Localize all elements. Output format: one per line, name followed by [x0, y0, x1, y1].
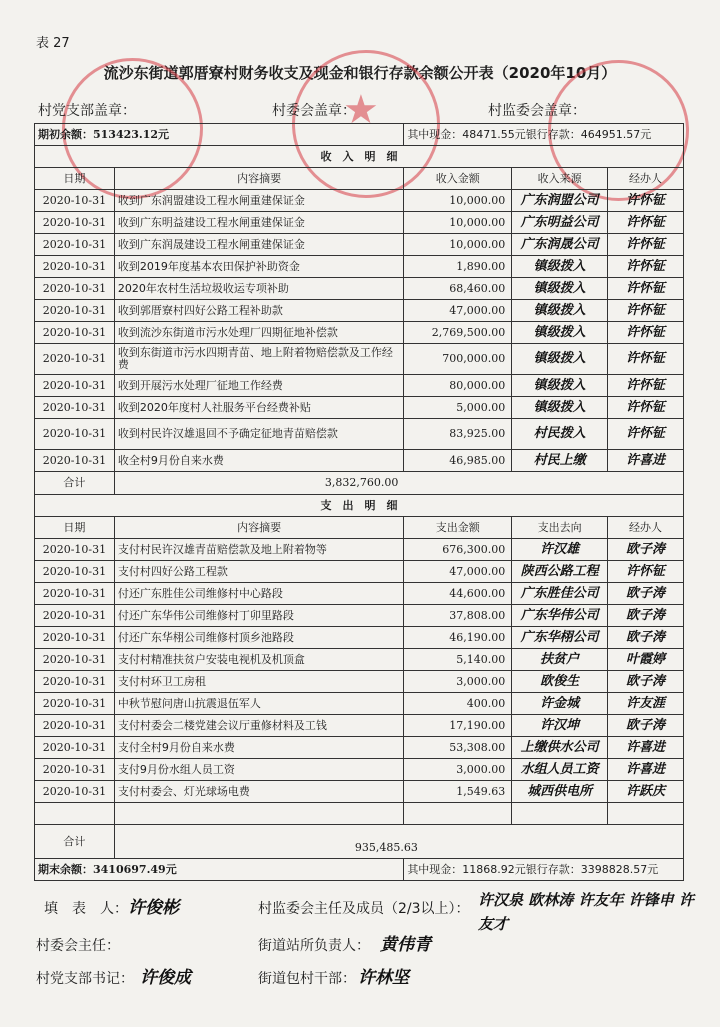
expense-total-row	[35, 825, 684, 859]
income-row-summary: 收到开展污水处理厂征地工作经费	[114, 375, 403, 397]
expense-row-dest: 欧俊生	[512, 671, 608, 693]
station-head-signature: 黄伟青	[380, 935, 431, 955]
expense-row-summary: 支付村委会二楼党建会议厅重修材料及工钱	[114, 715, 403, 737]
expense-row-dest: 水组人员工资	[512, 759, 608, 781]
station-head-label: 街道站所负责人：	[258, 938, 370, 954]
income-row-date: 2020-10-31	[35, 344, 115, 375]
income-total-row	[35, 472, 684, 495]
expense-row	[35, 671, 684, 693]
expense-row-date: 2020-10-31	[35, 627, 115, 649]
income-row-date: 2020-10-31	[35, 190, 115, 212]
expense-row-amount: 3,000.00	[404, 671, 512, 693]
income-row-amount: 1,890.00	[404, 256, 512, 278]
expense-header-amount: 支出金额	[404, 517, 512, 539]
party-secretary-label: 村党支部书记：	[36, 971, 134, 987]
expense-header-date: 日期	[35, 517, 115, 539]
expense-row-date: 2020-10-31	[35, 759, 115, 781]
expense-row	[35, 737, 684, 759]
income-row-summary: 收到2019年度基本农田保护补助资金	[114, 256, 403, 278]
income-row-date: 2020-10-31	[35, 278, 115, 300]
expense-row-dest: 许汉坤	[512, 715, 608, 737]
supervision-members-label: 村监委会主任及成员（2/3以上）：	[258, 901, 470, 917]
expense-row-date: 2020-10-31	[35, 693, 115, 715]
income-row	[35, 300, 684, 322]
expense-row-amount: 17,190.00	[404, 715, 512, 737]
village-committee-seal: ★	[292, 50, 440, 198]
expense-row-date: 2020-10-31	[35, 781, 115, 803]
income-row-amount: 10,000.00	[404, 190, 512, 212]
income-section-title: 收 入 明 细	[35, 146, 684, 168]
expense-row-summary: 付还广东华伟公司维修村丁卯里路段	[114, 605, 403, 627]
income-row	[35, 322, 684, 344]
income-row-summary: 收到东街道市污水四期青苗、地上附着物赔偿款及工作经费	[114, 344, 403, 375]
expense-row-amount: 3,000.00	[404, 759, 512, 781]
income-row-handler: 许怀钲	[608, 190, 684, 212]
expense-row-dest: 上缴供水公司	[512, 737, 608, 759]
expense-row	[35, 759, 684, 781]
expense-row-dest: 广东华栩公司	[512, 627, 608, 649]
income-row-handler: 许怀钲	[608, 344, 684, 375]
income-row-amount: 83,925.00	[404, 419, 512, 450]
expense-row-handler: 欧子涛	[608, 539, 684, 561]
income-row	[35, 190, 684, 212]
expense-row-date: 2020-10-31	[35, 605, 115, 627]
income-row-date: 2020-10-31	[35, 375, 115, 397]
expense-row-dest: 城西供电所	[512, 781, 608, 803]
income-row-date: 2020-10-31	[35, 234, 115, 256]
expense-row-dest: 陕西公路工程	[512, 561, 608, 583]
expense-row-summary: 付还广东胜佳公司维修村中心路段	[114, 583, 403, 605]
supervision-members-signatures: 许汉泉 欧林涛 许友年 许锋申 许友才	[478, 891, 694, 933]
expense-row-summary: 中秋节慰问唐山抗震退伍军人	[114, 693, 403, 715]
expense-row-handler: 叶霞婷	[608, 649, 684, 671]
income-row	[35, 256, 684, 278]
expense-row-summary: 支付全村9月份自来水费	[114, 737, 403, 759]
expense-row-amount: 5,140.00	[404, 649, 512, 671]
expense-total-amount: 935,485.63	[114, 825, 683, 859]
expense-section-title: 支 出 明 细	[35, 495, 684, 517]
expense-row-amount: 400.00	[404, 693, 512, 715]
party-secretary-signature: 许俊成	[140, 968, 191, 988]
income-row-date: 2020-10-31	[35, 419, 115, 450]
income-row	[35, 397, 684, 419]
income-header-handler: 经办人	[608, 168, 684, 190]
expense-row-handler: 许跃庆	[608, 781, 684, 803]
expense-row-dest: 广东胜佳公司	[512, 583, 608, 605]
income-header-source: 收入来源	[512, 168, 608, 190]
expense-row	[35, 627, 684, 649]
income-row-source: 镇级拨入	[512, 344, 608, 375]
income-row-source: 广东润盟公司	[512, 190, 608, 212]
income-row-summary: 收全村9月份自来水费	[114, 450, 403, 472]
expense-row-dest: 扶贫户	[512, 649, 608, 671]
expense-row	[35, 781, 684, 803]
expense-row-dest: 许汉雄	[512, 539, 608, 561]
expense-row-handler: 欧子涛	[608, 583, 684, 605]
income-total-label: 合计	[35, 472, 115, 495]
income-row-amount: 2,769,500.00	[404, 322, 512, 344]
income-row-summary: 收到流沙东街道市污水处理厂四期征地补偿款	[114, 322, 403, 344]
income-header-amount: 收入金额	[404, 168, 512, 190]
expense-row-amount: 1,549.63	[404, 781, 512, 803]
committee-director-label: 村委会主任：	[36, 938, 120, 954]
village-committee-seal-label: 村委会盖章：	[272, 103, 356, 119]
income-row-handler: 许怀钲	[608, 256, 684, 278]
income-row-date: 2020-10-31	[35, 212, 115, 234]
income-row-summary: 收到郭厝寮村四好公路工程补助款	[114, 300, 403, 322]
preparer-label: 填 表 人：	[44, 901, 128, 917]
income-row-source: 镇级拨入	[512, 397, 608, 419]
expense-row-date: 2020-10-31	[35, 649, 115, 671]
income-row-handler: 许怀钲	[608, 322, 684, 344]
income-row-source: 镇级拨入	[512, 375, 608, 397]
expense-row-date: 2020-10-31	[35, 539, 115, 561]
closing-balance-row	[35, 859, 684, 881]
expense-total-label: 合计	[35, 825, 115, 859]
income-row-handler: 许喜进	[608, 450, 684, 472]
income-row-amount: 47,000.00	[404, 300, 512, 322]
income-row-amount: 46,985.00	[404, 450, 512, 472]
income-row	[35, 234, 684, 256]
expense-row	[35, 583, 684, 605]
village-cadre-signature: 许林坚	[358, 968, 409, 988]
expense-row-amount: 676,300.00	[404, 539, 512, 561]
income-row-source: 镇级拨入	[512, 256, 608, 278]
expense-header-summary: 内容摘要	[114, 517, 403, 539]
income-header-row	[35, 168, 684, 190]
income-row-source: 镇级拨入	[512, 278, 608, 300]
income-header-summary: 内容摘要	[114, 168, 403, 190]
income-row	[35, 344, 684, 375]
income-row-source: 镇级拨入	[512, 322, 608, 344]
expense-row-summary: 付还广东华栩公司维修村顶乡池路段	[114, 627, 403, 649]
expense-header-row	[35, 517, 684, 539]
income-row-handler: 许怀钲	[608, 212, 684, 234]
expense-row	[35, 715, 684, 737]
party-branch-seal-label: 村党支部盖章：	[38, 103, 136, 119]
income-table	[34, 123, 684, 881]
closing-balance: 期末余额：3410697.49元	[35, 859, 404, 881]
income-row-summary: 收到2020年度村人社服务平台经费补贴	[114, 397, 403, 419]
expense-row-summary: 支付9月份水组人员工资	[114, 759, 403, 781]
income-row-source: 村民拨入	[512, 419, 608, 450]
income-row-handler: 许怀钲	[608, 300, 684, 322]
income-row-date: 2020-10-31	[35, 300, 115, 322]
expense-row-handler: 许喜进	[608, 737, 684, 759]
preparer-signature: 许俊彬	[128, 898, 179, 918]
income-row-summary: 2020年农村生活垃圾收运专项补助	[114, 278, 403, 300]
income-row-amount: 80,000.00	[404, 375, 512, 397]
opening-cash-bank: 其中现金：48471.55元银行存款：464951.57元	[404, 124, 684, 146]
income-row-source: 广东明益公司	[512, 212, 608, 234]
expense-row-handler: 许喜进	[608, 759, 684, 781]
income-row-summary: 收到村民许汉雄退回不予确定征地青苗赔偿款	[114, 419, 403, 450]
expense-row	[35, 561, 684, 583]
income-total-amount: 3,832,760.00	[114, 472, 683, 495]
expense-row	[35, 693, 684, 715]
income-row-date: 2020-10-31	[35, 397, 115, 419]
expense-row-summary: 支付村四好公路工程款	[114, 561, 403, 583]
opening-balance-row	[35, 124, 684, 146]
income-row-date: 2020-10-31	[35, 322, 115, 344]
expense-row-amount: 46,190.00	[404, 627, 512, 649]
expense-row-handler: 欧子涛	[608, 715, 684, 737]
expense-row-date: 2020-10-31	[35, 715, 115, 737]
income-row	[35, 419, 684, 450]
expense-row-summary: 支付村委会、灯光球场电费	[114, 781, 403, 803]
income-row-handler: 许怀钲	[608, 375, 684, 397]
expense-row-handler: 欧子涛	[608, 627, 684, 649]
income-row-handler: 许怀钲	[608, 397, 684, 419]
expense-row	[35, 539, 684, 561]
expense-row-dest: 许金城	[512, 693, 608, 715]
expense-row-summary: 支付村民许汉雄青苗赔偿款及地上附着物等	[114, 539, 403, 561]
expense-row-date: 2020-10-31	[35, 583, 115, 605]
income-row-amount: 5,000.00	[404, 397, 512, 419]
income-row-summary: 收到广东润晟建设工程水闸重建保证金	[114, 234, 403, 256]
table-number-label: 表 27	[36, 36, 70, 51]
expense-row	[35, 605, 684, 627]
income-row-amount: 700,000.00	[404, 344, 512, 375]
closing-cash-bank: 其中现金：11868.92元银行存款：3398828.57元	[404, 859, 684, 881]
expense-row-amount: 53,308.00	[404, 737, 512, 759]
expense-row-amount: 44,600.00	[404, 583, 512, 605]
expense-row	[35, 649, 684, 671]
expense-row-handler: 许怀钲	[608, 561, 684, 583]
income-row-date: 2020-10-31	[35, 450, 115, 472]
income-row-handler: 许怀钲	[608, 278, 684, 300]
income-row-amount: 10,000.00	[404, 234, 512, 256]
expense-header-dest: 支出去向	[512, 517, 608, 539]
expense-row-dest: 广东华伟公司	[512, 605, 608, 627]
income-row-amount: 10,000.00	[404, 212, 512, 234]
opening-balance: 期初余额：513423.12元	[35, 124, 404, 146]
supervision-seal-label: 村监委会盖章：	[488, 103, 586, 119]
income-row	[35, 375, 684, 397]
expense-row-handler: 欧子涛	[608, 605, 684, 627]
income-row-amount: 68,460.00	[404, 278, 512, 300]
expense-row-amount: 37,808.00	[404, 605, 512, 627]
expense-row-date: 2020-10-31	[35, 671, 115, 693]
income-row	[35, 450, 684, 472]
village-cadre-label: 街道包村干部：	[258, 971, 356, 987]
income-row	[35, 278, 684, 300]
income-row-source: 村民上缴	[512, 450, 608, 472]
expense-row-summary: 支付村环卫工房租	[114, 671, 403, 693]
expense-row-amount: 47,000.00	[404, 561, 512, 583]
income-row-handler: 许怀钲	[608, 234, 684, 256]
income-row-date: 2020-10-31	[35, 256, 115, 278]
income-row-summary: 收到广东润盟建设工程水闸重建保证金	[114, 190, 403, 212]
income-row-summary: 收到广东明益建设工程水闸重建保证金	[114, 212, 403, 234]
expense-row-handler: 许友涯	[608, 693, 684, 715]
document-title: 流沙东街道郭厝寮村财务收支及现金和银行存款余额公开表（2020年10月）	[103, 64, 617, 82]
income-row-source: 镇级拨入	[512, 300, 608, 322]
income-row	[35, 212, 684, 234]
income-row-handler: 许怀钲	[608, 419, 684, 450]
expense-row-date: 2020-10-31	[35, 561, 115, 583]
income-header-date: 日期	[35, 168, 115, 190]
expense-row-summary: 支付村精准扶贫户安装电视机及机顶盒	[114, 649, 403, 671]
expense-header-handler: 经办人	[608, 517, 684, 539]
expense-row-date: 2020-10-31	[35, 737, 115, 759]
income-row-source: 广东润晟公司	[512, 234, 608, 256]
expense-row-handler: 欧子涛	[608, 671, 684, 693]
